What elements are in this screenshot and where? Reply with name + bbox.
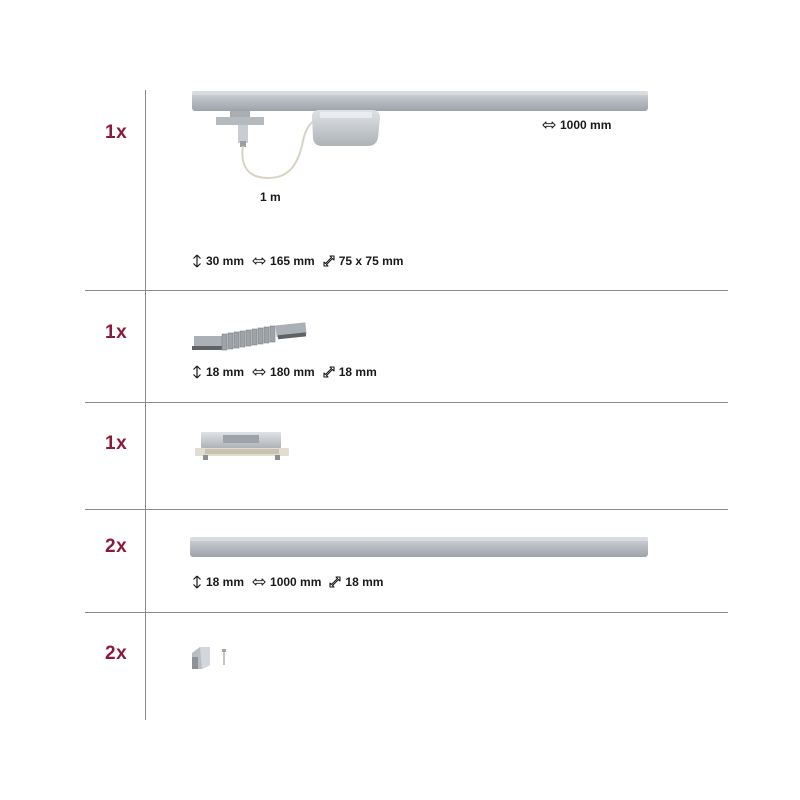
depth-dimension	[329, 575, 383, 589]
height-value: 30 mm	[206, 254, 245, 268]
row-2-quantity: 1x	[105, 322, 128, 343]
row-divider-1	[85, 290, 728, 291]
depth-dimension	[323, 365, 377, 379]
flexible-connector-image	[190, 318, 315, 358]
height-value: 18 mm	[206, 365, 245, 379]
row-divider-4	[85, 612, 728, 613]
track-rail-with-adapter-image	[188, 86, 650, 186]
length-value: 180 mm	[270, 365, 315, 379]
length-value: 1000 mm	[270, 575, 322, 589]
depth-value: 18 mm	[338, 365, 377, 379]
rail-length	[542, 118, 611, 132]
vertical-arrows-icon	[192, 575, 202, 589]
cable-length-label: 1 m	[260, 190, 281, 204]
length-dimension	[252, 575, 321, 589]
height-dimension	[192, 254, 244, 268]
row-4-quantity: 2x	[105, 536, 128, 557]
height-dimension	[192, 575, 244, 589]
diagonal-arrow-icon	[323, 255, 335, 267]
depth-value: 18 mm	[345, 575, 384, 589]
vertical-arrows-icon	[192, 365, 202, 379]
end-cap-and-screw-image	[190, 645, 234, 671]
row-3-quantity: 1x	[105, 433, 128, 454]
horizontal-arrows-icon	[252, 367, 266, 377]
height-dimension	[192, 365, 244, 379]
length-value: 165 mm	[270, 254, 315, 268]
vertical-arrows-icon	[192, 254, 202, 268]
track-rail-image	[188, 534, 650, 560]
length-dimension	[252, 254, 315, 268]
row-1-dimensions	[192, 254, 403, 268]
length-dimension	[252, 365, 315, 379]
horizontal-arrows-icon	[542, 120, 556, 130]
row-2-dimensions	[192, 365, 377, 379]
horizontal-arrows-icon	[252, 577, 266, 587]
row-5-quantity: 2x	[105, 643, 128, 664]
horizontal-arrows-icon	[252, 256, 266, 266]
rail-length-label: 1000 mm	[560, 118, 612, 132]
diagonal-arrow-icon	[329, 576, 341, 588]
straight-connector-image	[193, 430, 291, 462]
diagonal-arrow-icon	[323, 366, 335, 378]
vertical-divider	[145, 90, 146, 720]
row-4-dimensions	[192, 575, 383, 589]
row-divider-2	[85, 402, 728, 403]
row-divider-3	[85, 509, 728, 510]
depth-value: 75 x 75 mm	[338, 254, 404, 268]
depth-dimension	[323, 254, 404, 268]
height-value: 18 mm	[206, 575, 245, 589]
row-1-quantity: 1x	[105, 122, 128, 143]
